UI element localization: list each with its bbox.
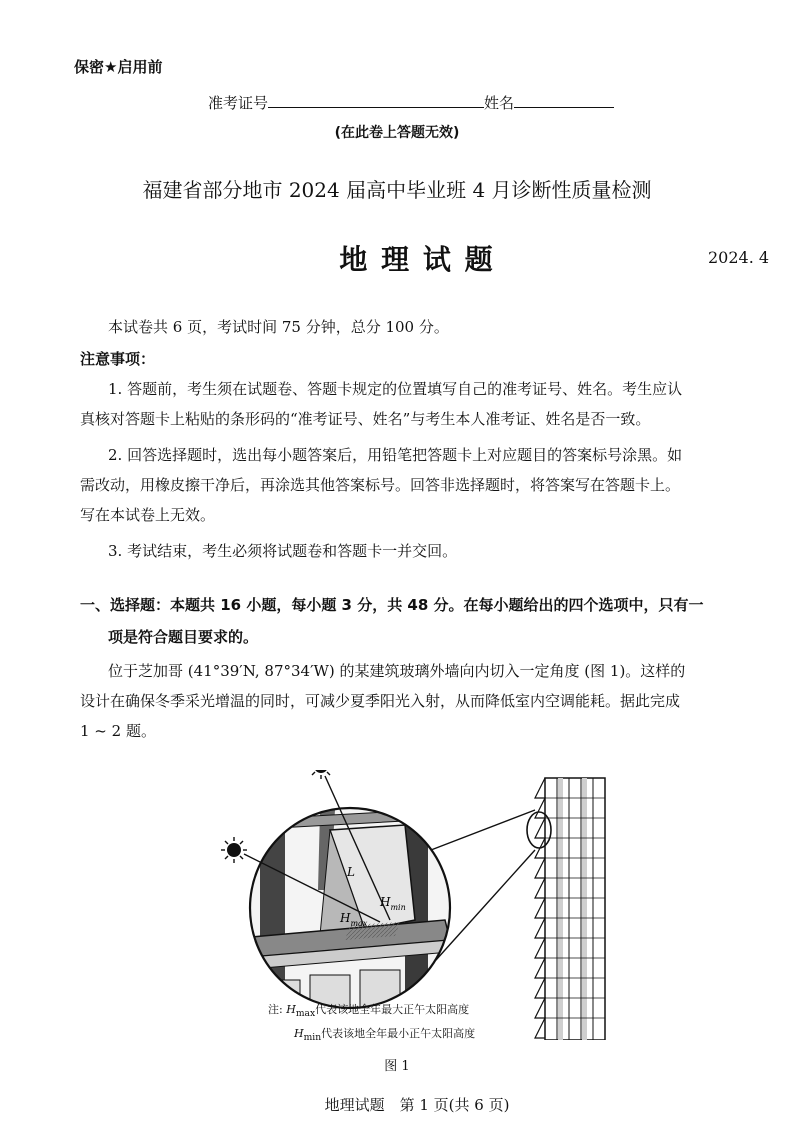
section-heading-line2: 项是符合题目要求的。 bbox=[108, 628, 259, 646]
passage-line: 1 ~ 2 题。 bbox=[80, 722, 156, 740]
note-item-3 bbox=[80, 536, 780, 566]
intro-text: 本试卷共 6 页，考试时间 75 分钟，总分 100 分。 bbox=[108, 318, 449, 336]
exam-id-row bbox=[208, 92, 614, 113]
figure-note bbox=[268, 1000, 475, 1048]
confidential-mark: 保密★启用前 bbox=[74, 58, 163, 76]
exam-id-label: 准考证号 bbox=[208, 94, 269, 112]
note-line: 真核对答题卡上粘贴的条形码的“准考证号、姓名”与考生本人准考证、姓名是否一致。 bbox=[80, 410, 651, 428]
note-item-2 bbox=[80, 440, 780, 530]
label-hmin: $H_{min}$ bbox=[380, 895, 406, 912]
building-facade bbox=[527, 778, 605, 1040]
note1-symbol: H bbox=[286, 1003, 296, 1016]
page-footer: 地理试题 第 1 页(共 6 页) bbox=[324, 1096, 510, 1114]
notes-list bbox=[80, 374, 780, 566]
note2-symbol: H bbox=[294, 1027, 304, 1041]
label-l: L bbox=[347, 865, 355, 879]
invalid-note: (在此卷上答题无效) bbox=[334, 125, 460, 141]
note2-sub: min bbox=[303, 1032, 322, 1044]
name-label: 姓名 bbox=[484, 94, 515, 112]
notes-heading: 注意事项： bbox=[80, 350, 156, 368]
passage bbox=[80, 656, 780, 746]
sun-icon-high bbox=[308, 770, 334, 779]
passage-line: 设计在确保冬季采光增温的同时，可减少夏季阳光入射，从而降低室内空调能耗。据此完成 bbox=[80, 692, 681, 710]
note2-text: 代表该地全年最小正午太阳高度 bbox=[321, 1027, 476, 1041]
label-hmax: $H_{max}$ bbox=[340, 911, 368, 928]
note-line: 3. 考试结束，考生必须将试题卷和答题卡一并交回。 bbox=[108, 542, 458, 560]
exam-id-blank[interactable] bbox=[268, 107, 484, 108]
note-line: 写在本试卷上无效。 bbox=[80, 506, 216, 524]
note-prefix: 注: bbox=[268, 1003, 283, 1016]
name-blank[interactable] bbox=[514, 107, 614, 108]
figure-caption: 图 1 bbox=[384, 1059, 410, 1074]
note-line: 1. 答题前，考生须在试题卷、答题卡规定的位置填写自己的准考证号、姓名。考生应认 bbox=[108, 380, 683, 398]
exam-date: 2024. 4 bbox=[708, 248, 770, 267]
sun-icon-low bbox=[221, 837, 247, 863]
note1-sub: max bbox=[295, 1008, 316, 1020]
section-heading-line1: 一、选择题：本题共 16 小题，每小题 3 分，共 48 分。在每小题给出的四个选项中，只有一 bbox=[80, 596, 704, 614]
note1-text: 代表该地全年最大正午太阳高度 bbox=[315, 1003, 470, 1016]
leader-line bbox=[431, 810, 535, 850]
note-line: 2. 回答选择题时，选出每小题答案后，用铅笔把答题卡上对应题目的答案标号涂黑。如 bbox=[108, 446, 683, 464]
note-line: 需改动，用橡皮擦干净后，再涂选其他答案标号。回答非选择题时，将答案写在答题卡上。 bbox=[80, 476, 681, 494]
note-item-1 bbox=[80, 374, 780, 434]
exam-title: 福建省部分地市 2024 届高中毕业班 4 月诊断性质量检测 bbox=[142, 178, 652, 202]
passage-line: 位于芝加哥 (41°39′N, 87°34′W) 的某建筑玻璃外墙向内切入一定角度 (图 1)。这样的 bbox=[108, 662, 686, 680]
subject-title: 地 理 试 题 bbox=[339, 243, 495, 276]
